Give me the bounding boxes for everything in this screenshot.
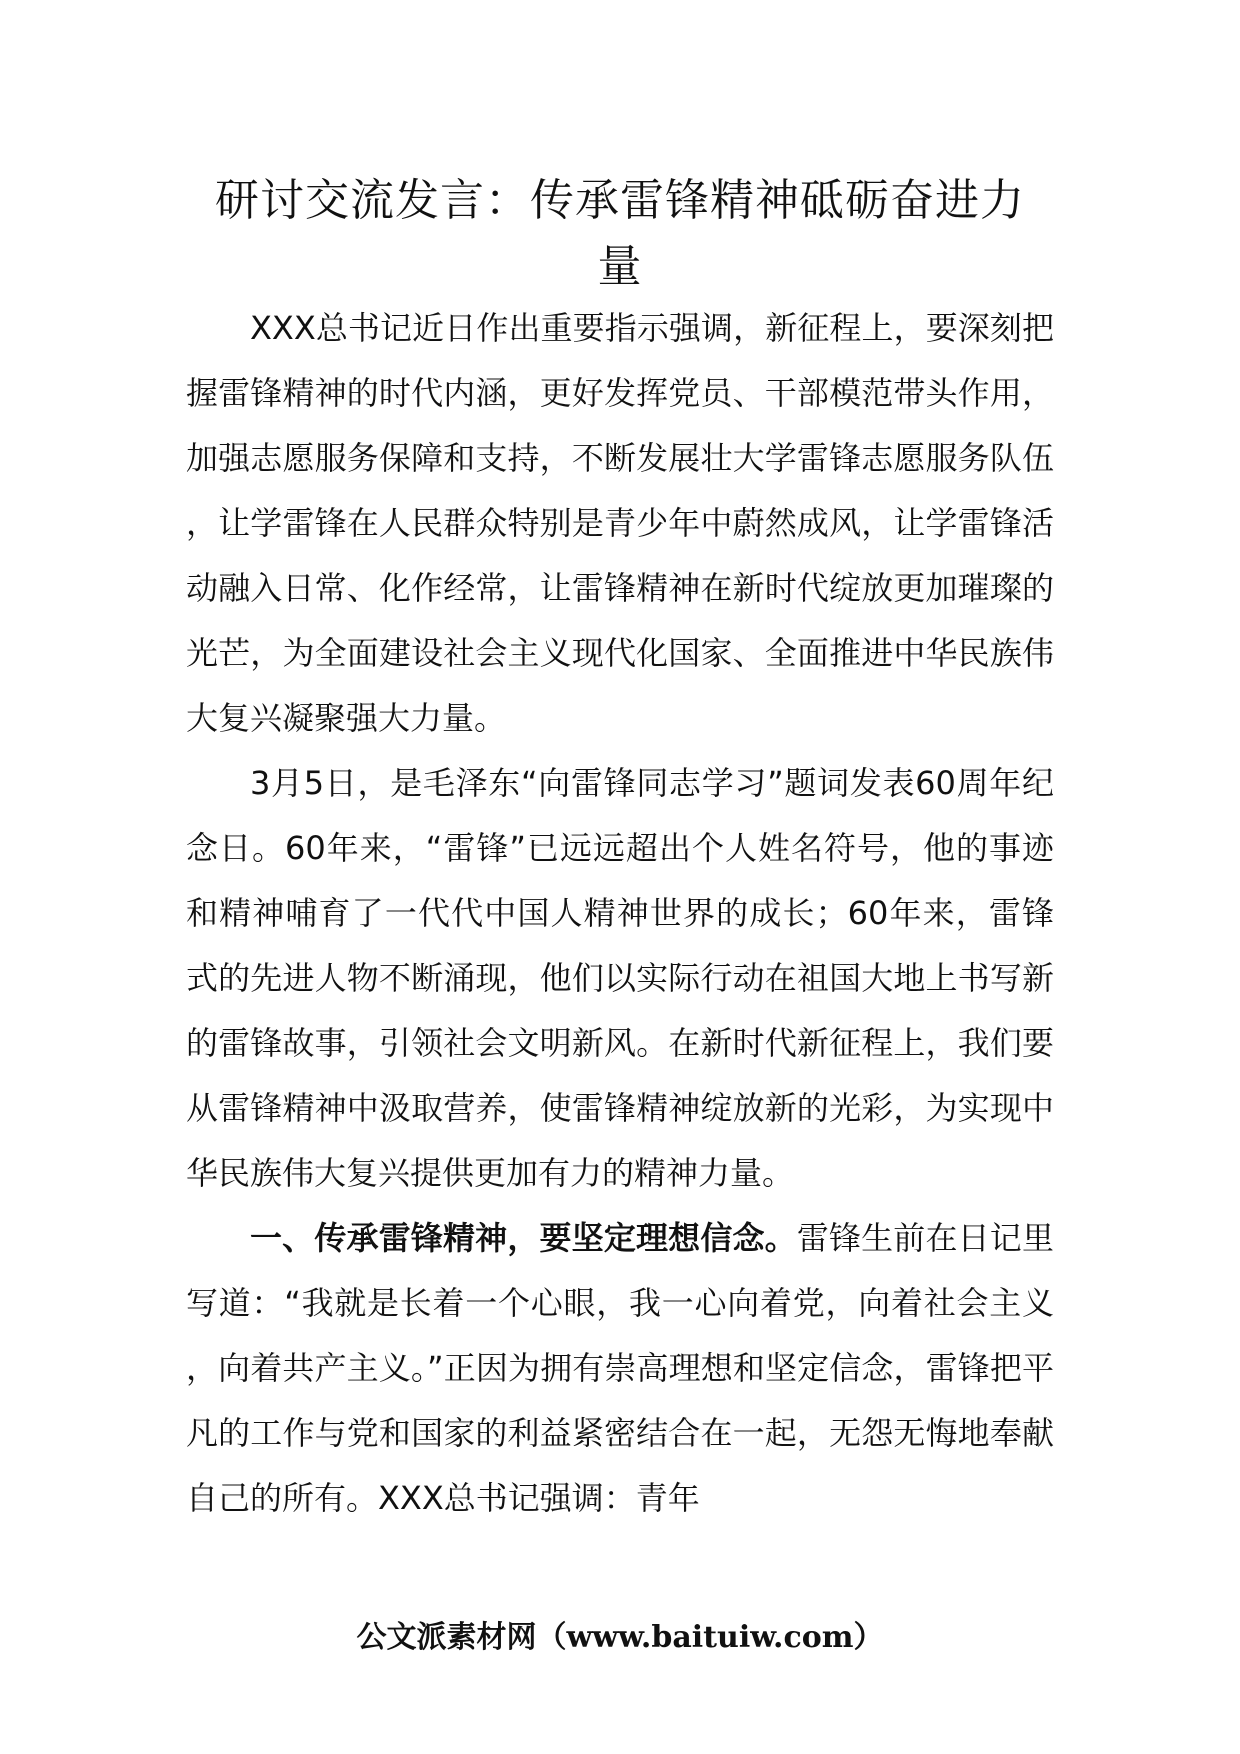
paragraph-2-text: 3月5日，是毛泽东“向雷锋同志学习”题词发表60周年纪念日。60年来，“雷锋”已远远超出个人姓名符号，他的事迹和精神哺育了一代代中国人精神世界的成长；60年来，雷锋式的先进人物不断涌现，他们以实际行动在祖国大地上书写新的雷锋故事，引领社会文明新风。在新时代新征程上，我们要从雷锋精神中汲取营养，使雷锋精神绽放新的光彩，为实现中华民族伟大复兴提供更加有力的精神力量。: [186, 764, 1054, 1192]
paragraph-3: [186, 1206, 1054, 1531]
paragraph-1: [186, 296, 1054, 751]
paragraph-3-lead: 一、传承雷锋精神，要坚定理想信念。: [250, 1219, 797, 1257]
document-title: [0, 168, 1240, 300]
paragraph-1-text: XXX总书记近日作出重要指示强调，新征程上，要深刻把握雷锋精神的时代内涵，更好发挥党员、干部模范带头作用，加强志愿服务保障和支持，不断发展壮大学雷锋志愿服务队伍，让学雷锋在人民群众特别是青少年中蔚然成风，让学雷锋活动融入日常、化作经常，让雷锋精神在新时代绽放更加璀璨的光芒，为全面建设社会主义现代化国家、全面推进中华民族伟大复兴凝聚强大力量。: [186, 309, 1054, 737]
paragraph-2: [186, 751, 1054, 1206]
document-body: [186, 296, 1054, 1531]
document-title-line-1: 研讨交流发言：传承雷锋精神砥砺奋进力: [215, 175, 1025, 226]
document-title-line-2: 量: [597, 241, 643, 292]
paragraph-3-text: 雷锋生前在日记里写道：“我就是长着一个心眼，我一心向着党，向着社会主义，向着共产主义。”正因为拥有崇高理想和坚定信念，雷锋把平凡的工作与党和国家的利益紧密结合在一起，无怨无悔地奉献自己的所有。XXX总书记强调：青年: [186, 1219, 1054, 1517]
footer-watermark: 公文派素材网（www.baituiw.com）: [356, 1620, 884, 1655]
